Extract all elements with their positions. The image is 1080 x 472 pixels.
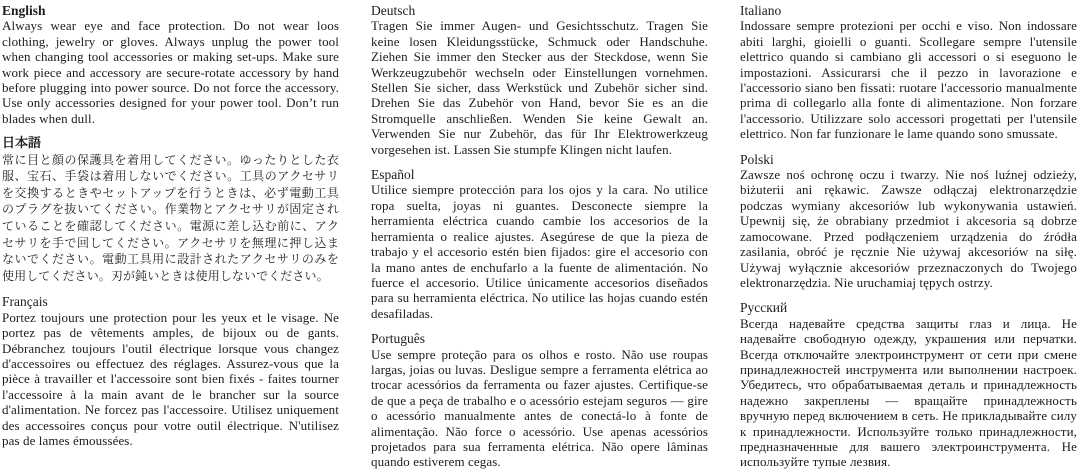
language-heading-italian: Italiano <box>740 3 782 18</box>
safety-text-russian: Всегда надевайте средства защиты глаз и лица. Не надевайте свободную одежду, украшения или перчатки. Всегда отключайте электроинструмент от сети при смене принадлежностей инструмента или выполнении настроек. Убедитесь, что обрабатываемая деталь и принадлежность надежно закреплены — вращайте принадлежность вручную перед включением в сеть. Не прикладывайте силу к принадлежности. Используйте только принадлежности, предназначенные для вашего электроинструмента. Не используйте тупые лезвия. <box>740 315 1077 470</box>
safety-text-english: Always wear eye and face protection. Do not wear loos clothing, jewelry or gloves. Always unplug the power tool when changing tool accessories or making set-ups. Make sure work piece and accessory are secure-rotate accessory by hand before plugging into power source. Do not force the accessory. Use only accessories designed for your power tool. Don’t run blades when dull. <box>2 18 339 126</box>
safety-text-japanese: 常に目と顔の保護具を着用してください。ゆったりとした衣服、宝石、手袋は着用しないでください。工具のアクセサリを交換するときやセットアップを行うときは、必ず電動工具のプラグを抜いてください。作業物とアクセサリが固定されていることを確認してください。電源に差し込む前に、アクセサリを手で回してください。アクセサリを無理に押し込まないでください。電動工具用に設計されたアクセサリのみを使用してください。刃が鈍いときは使用しないでください。 <box>2 152 339 283</box>
language-heading-english: English <box>2 3 46 18</box>
section-german <box>371 3 708 157</box>
safety-text-portuguese: Use sempre proteção para os olhos e rosto. Não use roupas largas, joias ou luvas. Desligue sempre a ferramenta elétrica ao trocar acessórios da ferramenta ou fazer ajustes. Certifique-se de que a peça de trabalho e o acessório estejam seguros — gire o acessório manualmente antes de conectá-lo à fonte de alimentação. Não force o acessório. Use apenas acessórios projetados para sua ferramenta elétrica. Não opere lâminas quando estiverem cegas. <box>371 346 708 470</box>
language-heading-portuguese: Português <box>371 331 425 347</box>
language-heading-japanese: 日本語 <box>2 136 42 152</box>
section-english <box>2 3 339 126</box>
section-french <box>2 294 339 448</box>
column-3 <box>740 3 1077 472</box>
language-heading-polish: Polski <box>740 151 774 167</box>
column-1 <box>2 3 339 472</box>
safety-text-italian: Indossare sempre protezioni per occhi e viso. Non indossare abiti larghi, gioielli o guanti. Scollegare sempre l'utensile elettrico quando si cambiano gli accessori o si eseguono le impostazioni. Assicurarsi che il pezzo in lavorazione e l'accessorio siano ben fissati: ruotare l'accessorio manualmente prima di collegarlo alla fonte di alimentazione. Non forzare l'accessorio. Utilizzare solo accessori progettati per l'utensile elettrico. Non far funzionare le lame quando sono smussate. <box>740 18 1077 142</box>
language-heading-french: Français <box>2 294 48 310</box>
section-portuguese <box>371 331 708 470</box>
section-italian <box>740 3 1077 142</box>
section-japanese <box>2 136 339 284</box>
language-heading-german: Deutsch <box>371 3 416 18</box>
safety-text-spanish: Utilice siempre protección para los ojos y la cara. No utilice ropa suelta, joyas ni guantes. Desconecte siempre la herramienta eléctrica cuando cambie los accesorios de la herramienta o realice ajustes. Asegúrese de que la pieza de trabajo y el accesorio estén bien fijados: gire el accesorio con la mano antes de enchufarlo a la fuente de alimentación. No fuerce el accesorio. Utilice únicamente accesorios diseñados para su herramienta eléctrica. No utilice las hojas cuando estén desafiladas. <box>371 182 708 321</box>
language-heading-russian: Русский <box>740 300 788 316</box>
section-polish <box>740 152 1077 291</box>
language-heading-spanish: Español <box>371 167 415 183</box>
section-russian <box>740 300 1077 469</box>
safety-text-german: Tragen Sie immer Augen- und Gesichtsschutz. Tragen Sie keine losen Kleidungsstücke, Schmuck oder Handschuhe. Ziehen Sie immer den Stecker aus der Steckdose, wenn Sie Werkzeugzubehör wechseln oder Einstellungen vornehmen. Stellen Sie sicher, dass Werkstück und Zubehör sicher sind. Drehen Sie das Zubehör von Hand, bevor Sie es an die Stromquelle anschließen. Wenden Sie keine Gewalt an. Verwenden Sie nur Zubehör, das für Ihr Elektrowerkzeug vorgesehen ist. Lassen Sie stumpfe Klingen nicht laufen. <box>371 18 708 157</box>
section-spanish <box>371 167 708 321</box>
column-2 <box>371 3 708 472</box>
safety-text-polish: Zawsze noś ochronę oczu i twarzy. Nie noś luźnej odzieży, biżuterii ani rękawic. Zawsze odłączaj elektronarzędzie podczas wymiany akcesoriów lub wykonywania ustawień. Upewnij się, że obrabiany przedmiot i akcesoria są dobrze zamocowane. Przed podłączeniem urządzenia do źródła zasilania, obróć je ręcznie Nie używaj akcesoriów na siłę. Używaj wyłącznie akcesoriów przeznaczonych do Twojego elektronarzędzia. Nie uruchamiaj tępych ostrzy. <box>740 167 1077 290</box>
safety-text-french: Portez toujours une protection pour les yeux et le visage. Ne portez pas de vêtements amples, de bijoux ou de gants. Débranchez toujours l'outil électrique lorsque vous changez d'accessoires ou effectuez des réglages. Assurez-vous que la pièce à travailler et l'accessoire sont bien fixés - faites tourner l'accessoire à la main avant de le brancher sur la source d'alimentation. Ne forcez pas l'accessoire. Utilisez uniquement des accessoires conçus pour votre outil électrique. N'utilisez pas de lames émoussées. <box>2 309 339 449</box>
